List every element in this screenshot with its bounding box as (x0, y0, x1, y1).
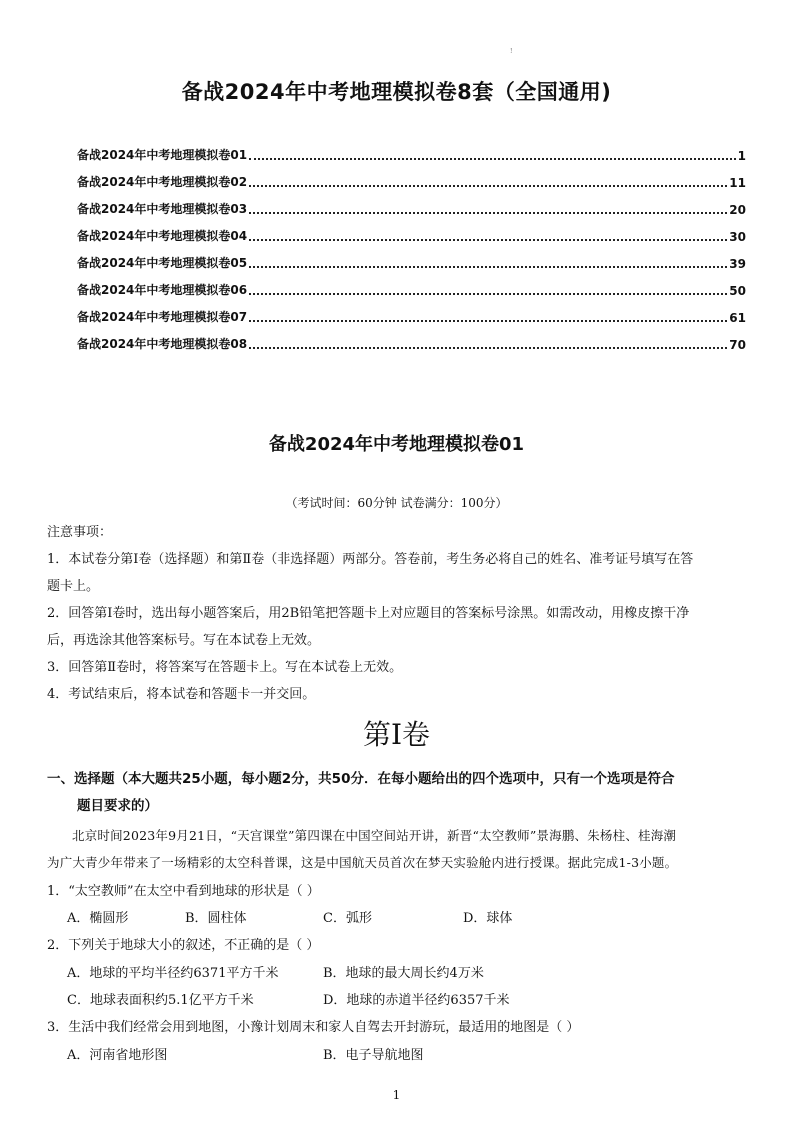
notice-list (47, 546, 747, 708)
option[interactable]: A．地球的平均半径约6371平方千米 (67, 966, 279, 981)
notice-line: 题卡上。 (47, 579, 100, 594)
option[interactable]: C．地球表面积约5.1亿平方千米 (67, 993, 254, 1008)
toc-entry-label: 备战2024年中考地理模拟卷02 (77, 175, 248, 189)
toc-leader-dots (249, 239, 727, 241)
toc-entry-page: 11 (729, 176, 746, 190)
question-stem: 3．生活中我们经常会用到地图，小豫计划周末和家人自驾去开封游玩，最适用的地图是（ ） (47, 1020, 580, 1035)
option[interactable]: A．椭圆形 (67, 911, 129, 926)
toc-entry-page: 30 (729, 230, 746, 244)
part-heading-line: 题目要求的） (77, 798, 158, 814)
notice-line: 4．考试结束后，将本试卷和答题卡一并交回。 (47, 687, 316, 702)
toc-entry-page: 39 (729, 257, 746, 271)
exam-meta: （考试时间：60分钟 试卷满分：100分） (285, 496, 508, 510)
toc-leader-dots (249, 266, 727, 268)
part-heading-line: 一、选择题（本大题共25小题，每小题2分，共50分．在每小题给出的四个选项中，只有一个选项是符合 (47, 771, 675, 787)
passage-line: 为广大青少年带来了一场精彩的太空科普课，这是中国航天员首次在梦天实验舱内进行授课。据此完成1-3小题。 (47, 855, 678, 870)
toc-leader-dots (249, 320, 727, 322)
toc-entry[interactable] (77, 163, 746, 190)
question-options (67, 907, 747, 926)
toc-leader-dots (249, 347, 727, 349)
option[interactable]: A．河南省地形图 (67, 1048, 168, 1063)
option[interactable]: B．电子导航地图 (323, 1048, 424, 1063)
question-options (67, 1044, 747, 1063)
notice-line: 1．本试卷分第Ⅰ卷（选择题）和第Ⅱ卷（非选择题）两部分。答卷前，考生务必将自己的姓名、准考证号填写在答 (47, 552, 694, 567)
toc-entry-label: 备战2024年中考地理模拟卷04 (77, 229, 248, 243)
main-title: 备战2024年中考地理模拟卷8套（全国通用) (181, 80, 612, 104)
notice-line: 2．回答第Ⅰ卷时，选出每小题答案后，用2B铅笔把答题卡上对应题目的答案标号涂黑。如需改动，用橡皮擦干净 (47, 606, 690, 621)
toc-entry[interactable] (77, 325, 746, 352)
option[interactable]: B．圆柱体 (185, 911, 247, 926)
toc-entry[interactable] (77, 298, 746, 325)
question-stem: 2．下列关于地球大小的叙述，不正确的是（ ） (47, 938, 320, 953)
page-number: 1 (392, 1088, 401, 1102)
option[interactable]: C．弧形 (323, 911, 372, 926)
toc-entry-label: 备战2024年中考地理模拟卷03 (77, 202, 248, 216)
notice-heading: 注意事项： (47, 525, 113, 540)
toc-entry-label: 备战2024年中考地理模拟卷07 (77, 310, 248, 324)
part-heading (47, 766, 752, 820)
toc-leader-dots (249, 293, 727, 295)
toc-entry[interactable] (77, 217, 746, 244)
toc-leader-dots (249, 212, 727, 214)
table-of-contents (77, 136, 746, 352)
toc-entry-page: 50 (729, 284, 746, 298)
toc-entry[interactable] (77, 190, 746, 217)
toc-entry-label: 备战2024年中考地理模拟卷01 (77, 148, 248, 162)
exam-title: 备战2024年中考地理模拟卷01 (268, 434, 525, 455)
toc-entry-label: 备战2024年中考地理模拟卷05 (77, 256, 248, 270)
toc-entry[interactable] (77, 136, 746, 163)
toc-entry-label: 备战2024年中考地理模拟卷06 (77, 283, 248, 297)
notice-line: 后，再选涂其他答案标号。写在本试卷上无效。 (47, 633, 321, 648)
option[interactable]: D．地球的赤道半径约6357千米 (323, 993, 510, 1008)
toc-entry-label: 备战2024年中考地理模拟卷08 (77, 337, 248, 351)
question-stem: 1．“太空教师”在太空中看到地球的形状是（ ） (47, 884, 320, 899)
toc-entry-page: 20 (729, 203, 746, 217)
toc-entry[interactable] (77, 244, 746, 271)
toc-entry-page: 61 (729, 311, 746, 325)
reading-passage (47, 822, 752, 876)
toc-entry-page: 1 (737, 149, 746, 163)
toc-leader-dots (249, 185, 727, 187)
question-options (67, 962, 747, 981)
passage-line: 北京时间2023年9月21日，“天宫课堂”第四课在中国空间站开讲，新晋“太空教师”景海鹏、朱杨柱、桂海潮 (72, 828, 677, 843)
option[interactable]: D．球体 (463, 911, 513, 926)
toc-entry-page: 70 (729, 338, 746, 352)
notice-line: 3．回答第Ⅱ卷时，将答案写在答题卡上。写在本试卷上无效。 (47, 660, 403, 675)
toc-entry[interactable] (77, 271, 746, 298)
top-mark: ! (510, 48, 513, 55)
question-options (67, 989, 747, 1008)
option[interactable]: B．地球的最大周长约4万米 (323, 966, 484, 981)
toc-leader-dots (249, 158, 736, 160)
section-title: 第Ⅰ卷 (362, 718, 431, 751)
